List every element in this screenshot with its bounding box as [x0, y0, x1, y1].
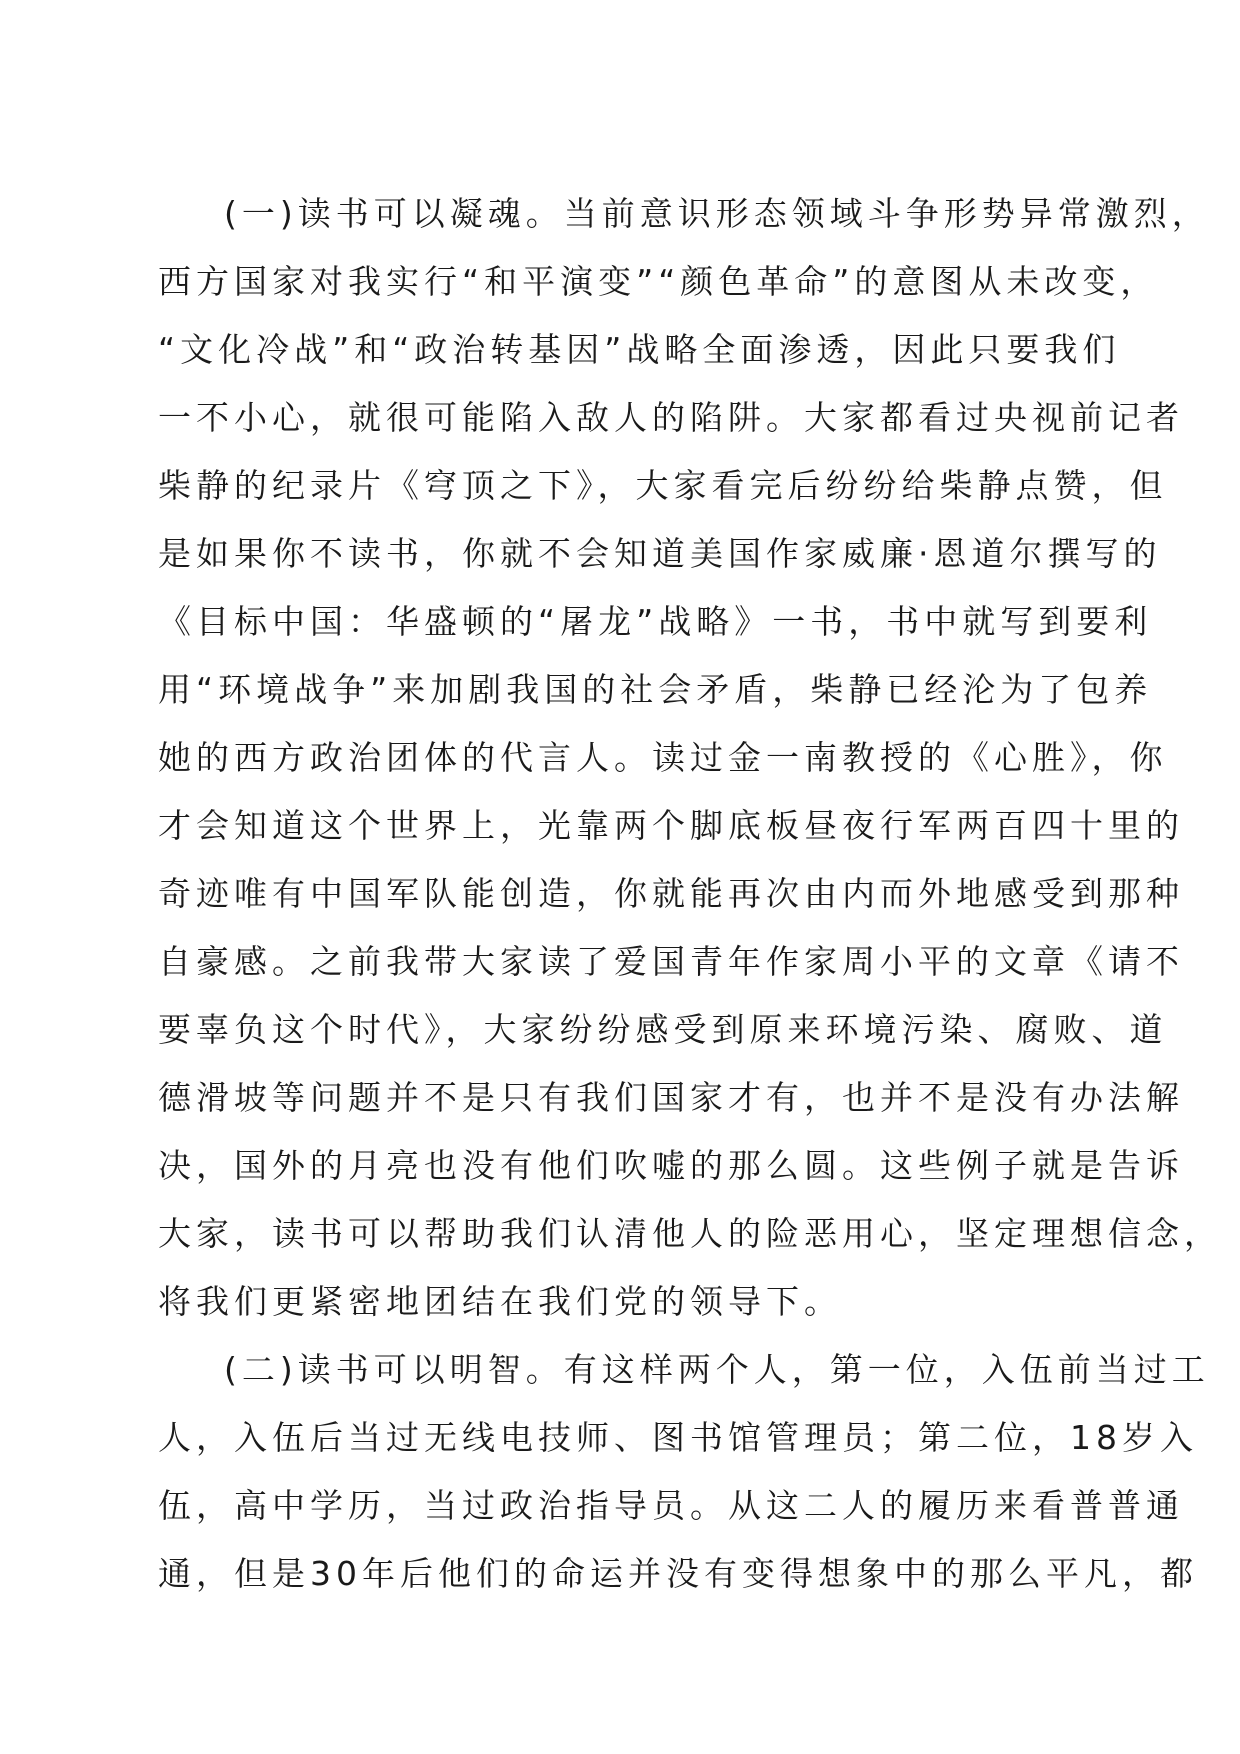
text-line: 用“环境战争”来加剧我国的社会矛盾，柴静已经沦为了包养 [158, 670, 1153, 709]
text-line: 要辜负这个时代》，大家纷纷感受到原来环境污染、腐败、道 [158, 1010, 1168, 1049]
paragraph-one [158, 180, 1222, 1336]
text-line: 《目标中国：华盛顿的“屠龙”战略》一书，书中就写到要利 [158, 602, 1153, 641]
text-line: 决，国外的月亮也没有他们吹嘘的那么圆。这些例子就是告诉 [158, 1146, 1184, 1185]
text-line: 西方国家对我实行“和平演变”“颜色革命”的意图从未改变， [158, 262, 1159, 301]
text-line: 德滑坡等问题并不是只有我们国家才有，也并不是没有办法解 [158, 1078, 1184, 1117]
text-line: 大家，读书可以帮助我们认清他人的险恶用心，坚定理想信念， [158, 1214, 1222, 1253]
text-line: 柴静的纪录片《穹顶之下》，大家看完后纷纷给柴静点赞，但 [158, 466, 1168, 505]
text-line: 一不小心，就很可能陷入敌人的陷阱。大家都看过央视前记者 [158, 398, 1184, 437]
text-line: 将我们更紧密地团结在我们党的领导下。 [158, 1282, 842, 1321]
text-line: 才会知道这个世界上，光靠两个脚底板昼夜行军两百四十里的 [158, 806, 1184, 845]
text-line: 通，但是30年后他们的命运并没有变得想象中的那么平凡，都 [158, 1554, 1198, 1593]
body-text [158, 180, 1222, 1608]
text-line: (一)读书可以凝魂。当前意识形态领域斗争形势异常激烈， [224, 194, 1210, 233]
text-line: 伍，高中学历，当过政治指导员。从这二人的履历来看普普通 [158, 1486, 1184, 1525]
text-line: (二)读书可以明智。有这样两个人，第一位，入伍前当过工 [224, 1350, 1210, 1389]
text-line: 她的西方政治团体的代言人。读过金一南教授的《心胜》，你 [158, 738, 1168, 777]
text-line: 人，入伍后当过无线电技师、图书馆管理员；第二位，18岁入 [158, 1418, 1198, 1457]
text-line: 奇迹唯有中国军队能创造，你就能再次由内而外地感受到那种 [158, 874, 1184, 913]
text-line: 自豪感。之前我带大家读了爱国青年作家周小平的文章《请不 [158, 942, 1184, 981]
text-line: 是如果你不读书，你就不会知道美国作家威廉·恩道尔撰写的 [158, 534, 1162, 573]
paragraph-two [158, 1336, 1210, 1608]
text-line: “文化冷战”和“政治转基因”战略全面渗透，因此只要我们 [158, 330, 1121, 369]
